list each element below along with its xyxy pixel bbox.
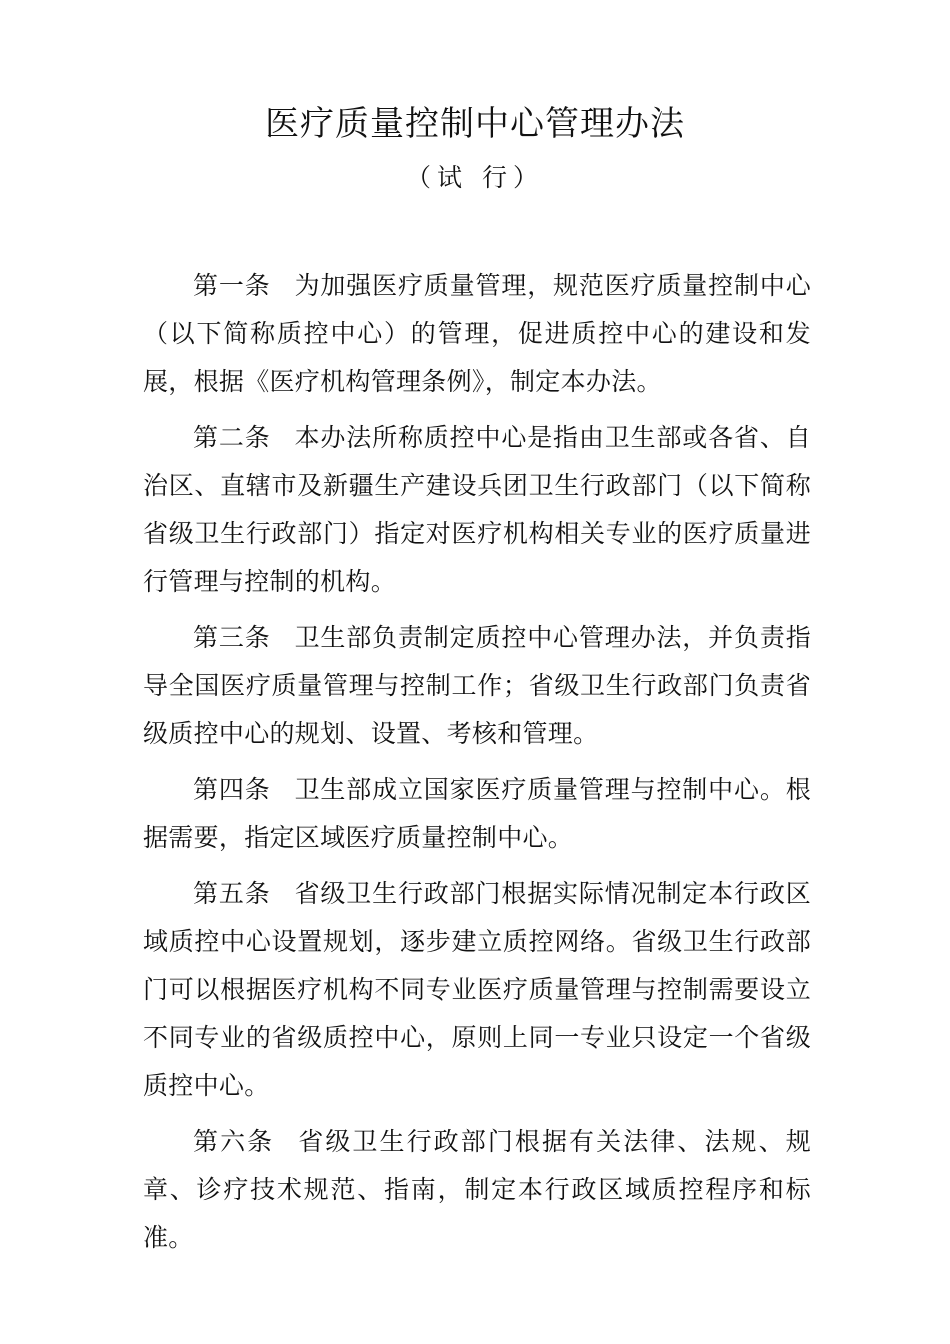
article-number: 第三条 xyxy=(193,623,271,652)
article-4 xyxy=(143,766,811,862)
article-text: 卫生部成立国家医疗质量管理与控制中心。根据需要，指定区域医疗质量控制中心。 xyxy=(143,775,811,852)
article-3 xyxy=(143,614,811,758)
article-6 xyxy=(143,1118,811,1262)
article-text: 省级卫生行政部门根据有关法律、法规、规章、诊疗技术规范、指南，制定本行政区域质控程序和标准。 xyxy=(143,1127,812,1252)
document-subtitle: （试 行） xyxy=(406,163,544,192)
article-5 xyxy=(143,870,811,1110)
article-number: 第四条 xyxy=(193,775,271,804)
article-text: 本办法所称质控中心是指由卫生部或各省、自治区、直辖市及新疆生产建设兵团卫生行政部门（以下简称省级卫生行政部门）指定对医疗机构相关专业的医疗质量进行管理与控制的机构。 xyxy=(143,423,811,596)
article-number: 第一条 xyxy=(193,271,271,300)
document-body xyxy=(143,262,811,1270)
article-1 xyxy=(143,262,811,406)
article-text: 省级卫生行政部门根据实际情况制定本行政区域质控中心设置规划，逐步建立质控网络。省级卫生行政部门可以根据医疗机构不同专业医疗质量管理与控制需要设立不同专业的省级质控中心，原则上同一专业只设定一个省级质控中心。 xyxy=(143,879,811,1100)
article-text: 卫生部负责制定质控中心管理办法，并负责指导全国医疗质量管理与控制工作；省级卫生行政部门负责省级质控中心的规划、设置、考核和管理。 xyxy=(143,623,811,748)
article-number: 第六条 xyxy=(193,1127,275,1156)
article-text: 为加强医疗质量管理，规范医疗质量控制中心（以下简称质控中心）的管理，促进质控中心的建设和发展，根据《医疗机构管理条例》，制定本办法。 xyxy=(143,271,811,396)
document-title: 医疗质量控制中心管理办法 xyxy=(265,104,685,144)
article-number: 第五条 xyxy=(193,879,271,908)
article-2 xyxy=(143,414,811,606)
article-number: 第二条 xyxy=(193,423,271,452)
